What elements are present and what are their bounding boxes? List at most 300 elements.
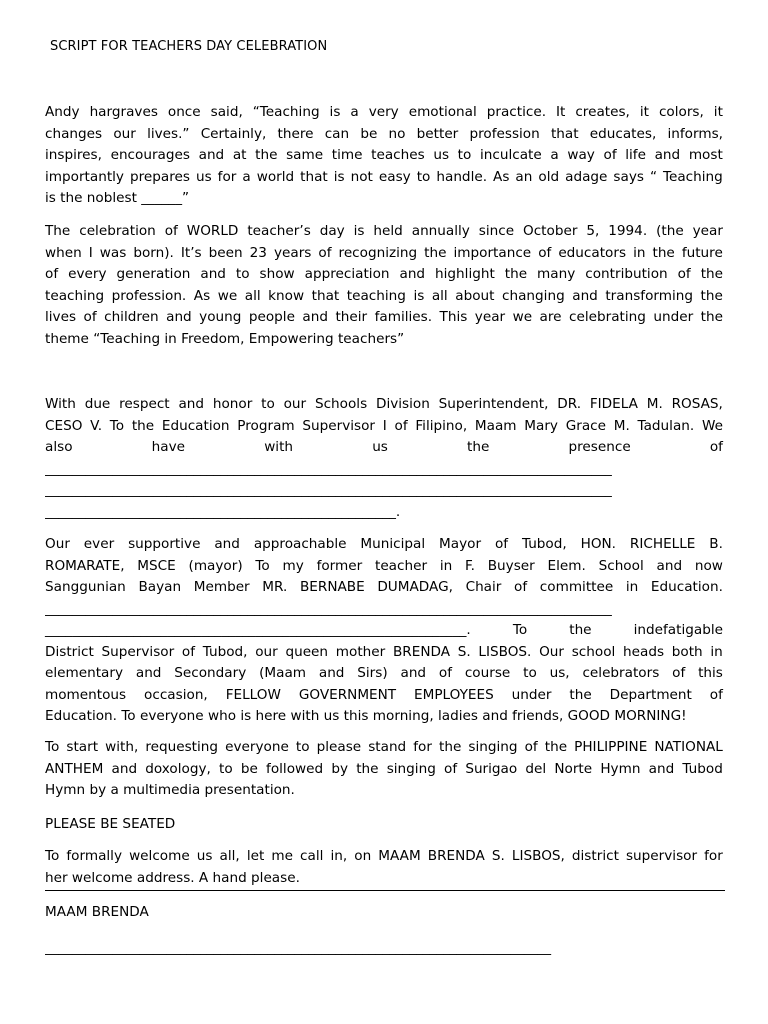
word: Tubod,	[521, 536, 567, 552]
word: Education	[161, 417, 230, 434]
word: for	[704, 848, 723, 864]
word: V.	[90, 417, 103, 434]
word: of	[514, 579, 528, 595]
word: Program	[237, 417, 295, 434]
word: the	[131, 417, 155, 434]
word: said,	[210, 104, 243, 120]
word: The	[45, 223, 71, 239]
word: and	[302, 309, 328, 325]
word: this	[698, 665, 723, 681]
word: on	[354, 848, 372, 864]
paragraph-officials	[45, 534, 723, 728]
word: in	[633, 244, 646, 261]
word: of	[524, 739, 538, 755]
word: with	[264, 439, 294, 455]
word: ROSAS,	[671, 396, 723, 412]
word: to	[219, 760, 233, 777]
word: people	[248, 309, 295, 325]
word: Tubod,	[202, 643, 248, 660]
word: young	[199, 309, 242, 325]
word: and	[318, 665, 345, 681]
word: colors,	[658, 104, 704, 120]
word: inculcate	[479, 147, 542, 163]
word: everyone	[225, 739, 289, 755]
word: please	[316, 739, 362, 755]
word: profession.	[111, 287, 187, 304]
word: better	[416, 125, 459, 142]
word: annually	[411, 223, 470, 239]
word: FIDELA	[589, 396, 638, 412]
word: under	[653, 309, 694, 325]
word: and	[654, 147, 681, 163]
word: easy	[378, 168, 411, 185]
word: the	[424, 244, 447, 261]
word: to	[261, 396, 275, 412]
word: born).	[133, 244, 174, 261]
word: Buyser	[487, 557, 535, 574]
word: of	[181, 643, 196, 660]
word: of	[494, 536, 509, 552]
word: of	[709, 439, 723, 455]
text-line	[45, 556, 723, 578]
word: is	[329, 104, 341, 120]
word: momentous	[45, 686, 127, 703]
blank-line: ____________________________________________________________________________________	[45, 600, 612, 617]
word: it	[639, 104, 649, 120]
text-line	[45, 221, 723, 243]
text-line	[45, 685, 723, 707]
word: approachable	[253, 536, 347, 552]
word: followed	[266, 760, 324, 777]
word: educates,	[589, 125, 657, 142]
word: be	[240, 760, 258, 777]
paragraph-blank	[45, 938, 723, 960]
word: we	[217, 287, 238, 304]
blank-line: ____________________________________________________________________________________	[45, 482, 612, 498]
word: Filipino,	[415, 417, 468, 434]
word: a	[550, 147, 559, 163]
word: CESO	[45, 417, 83, 434]
paragraph-seated	[45, 814, 723, 836]
word: generation	[116, 266, 191, 282]
word: M.	[613, 417, 630, 434]
word: Supervisor	[302, 417, 376, 434]
word: queen	[285, 643, 329, 660]
word: Education.	[650, 579, 723, 595]
word: profession	[469, 125, 540, 142]
word: As	[193, 287, 211, 304]
word: This	[439, 309, 468, 325]
word: PHILIPPINE	[574, 739, 648, 755]
word: school	[571, 643, 616, 660]
word: no	[388, 125, 406, 142]
word: welcome	[129, 848, 190, 864]
text-line	[45, 534, 723, 556]
word: LISBOS.	[478, 643, 532, 660]
word: day	[319, 223, 345, 239]
horizontal-divider	[45, 890, 725, 891]
word: heads	[623, 643, 665, 660]
word: of	[444, 760, 458, 777]
word: occasion,	[144, 686, 208, 703]
word: the	[569, 622, 592, 638]
word: us	[433, 147, 450, 163]
word: years	[273, 244, 312, 261]
word: F.	[465, 557, 475, 574]
word: S.	[491, 848, 505, 864]
word: district	[571, 848, 619, 864]
word: start	[66, 739, 99, 755]
word: respect	[119, 396, 170, 412]
word: of	[672, 665, 686, 681]
word: “	[649, 168, 657, 185]
word: that	[311, 287, 340, 304]
word: FELLOW	[225, 686, 281, 703]
word: and	[200, 266, 226, 282]
word: to	[295, 739, 310, 755]
word: Department	[609, 686, 692, 703]
word: us	[372, 439, 388, 455]
blank-line: ___________________________________________________________________________	[45, 940, 552, 956]
word: celebrators	[582, 665, 660, 681]
word: educators	[558, 244, 627, 261]
word: former	[316, 557, 363, 574]
text-line: PLEASE BE SEATED	[45, 816, 176, 832]
word: To	[255, 557, 270, 574]
word: handle.	[436, 168, 488, 185]
word: Andy	[45, 104, 80, 120]
word: was	[99, 244, 127, 261]
word: and	[656, 557, 683, 574]
paragraph-celebration	[45, 221, 723, 350]
word: and	[111, 760, 138, 777]
text-line	[45, 394, 723, 416]
word: not	[350, 168, 373, 185]
word: about	[455, 287, 495, 304]
word: year	[474, 309, 506, 325]
word: honor	[212, 396, 253, 412]
word: highlight	[435, 266, 495, 282]
word: the	[544, 739, 568, 755]
word: our	[283, 396, 307, 412]
word: Superintendent,	[438, 396, 549, 412]
word: with,	[105, 739, 139, 755]
word: To	[109, 417, 125, 434]
word: all	[431, 287, 448, 304]
word: emotional	[408, 104, 477, 120]
word: all	[244, 287, 261, 304]
blank-line: ____________________________________________________________________________________	[45, 460, 612, 477]
word: contribution	[585, 266, 668, 282]
word: our	[255, 643, 278, 660]
text-line	[45, 102, 723, 124]
word: M.	[646, 396, 663, 412]
word: teacher	[374, 557, 428, 574]
word: the	[356, 760, 379, 777]
word: and	[572, 287, 598, 304]
word: due	[84, 396, 111, 412]
text-line	[45, 145, 723, 167]
word: our	[113, 125, 136, 142]
word: of	[164, 223, 178, 239]
word: the	[700, 287, 723, 304]
word: To	[45, 848, 60, 864]
word: at	[232, 147, 247, 163]
word: Bayan	[138, 579, 182, 595]
word: LISBOS,	[511, 848, 565, 864]
word: teaching	[346, 287, 406, 304]
word: Member	[193, 579, 250, 595]
word: for	[217, 168, 237, 185]
text-line	[45, 642, 723, 664]
word: of	[83, 309, 97, 325]
word: District	[45, 643, 94, 660]
word: Sirs)	[357, 665, 388, 681]
word: It	[556, 104, 566, 120]
word: of	[438, 665, 452, 681]
word: been	[208, 244, 243, 261]
word: lives.”	[147, 125, 190, 142]
word: ever	[83, 536, 115, 552]
word: the	[255, 147, 278, 163]
text-line	[45, 663, 723, 685]
word: us	[196, 848, 213, 864]
paragraph-intro	[45, 102, 723, 210]
word: to	[235, 266, 250, 282]
text-line	[45, 846, 723, 868]
word: us	[195, 168, 212, 185]
paragraph-anthem	[45, 737, 723, 802]
word: in	[625, 579, 639, 595]
word: and	[198, 147, 225, 163]
word: Secondary	[174, 665, 247, 681]
word: in,	[330, 848, 348, 864]
word: that	[300, 168, 328, 185]
word: School	[598, 557, 644, 574]
word: changes	[45, 125, 103, 142]
word: of	[709, 686, 723, 703]
word: and	[399, 266, 426, 282]
word: To	[45, 739, 60, 755]
word: old	[538, 168, 560, 185]
word: to	[457, 147, 472, 163]
word: (mayor)	[188, 557, 243, 574]
word: in	[439, 557, 453, 574]
word: To	[512, 622, 528, 638]
word: ANTHEM	[45, 760, 104, 777]
word: Supervisor	[101, 643, 175, 660]
spread-line	[45, 620, 723, 642]
paragraph-acknowledgement	[45, 394, 723, 523]
word: singing	[386, 760, 436, 777]
word: singing	[468, 739, 518, 755]
word: requesting	[145, 739, 219, 755]
word: transforming	[605, 287, 694, 304]
text-line	[45, 167, 723, 189]
word: is	[413, 287, 425, 304]
word: HON.	[580, 536, 617, 552]
word: a	[242, 168, 251, 185]
document-title: SCRIPT FOR TEACHERS DAY CELEBRATION	[50, 39, 328, 54]
word: elementary	[45, 665, 124, 681]
word: the	[439, 739, 462, 755]
word: have	[151, 439, 186, 455]
word: to	[523, 665, 537, 681]
word: Division	[375, 396, 430, 412]
word: BRENDA	[392, 643, 451, 660]
word: Grace	[565, 417, 607, 434]
text-line	[45, 307, 723, 329]
word: celebration	[79, 223, 156, 239]
word: and	[178, 396, 205, 412]
word: by	[331, 760, 349, 777]
word: a	[350, 104, 359, 120]
word: future	[681, 244, 723, 261]
word: of	[318, 244, 332, 261]
word: importance	[453, 244, 532, 261]
word: Mary	[524, 417, 558, 434]
word: GOVERNMENT	[298, 686, 397, 703]
word: we	[512, 309, 533, 325]
word: me	[271, 848, 293, 864]
word: since	[478, 223, 515, 239]
word: EMPLOYEES	[414, 686, 494, 703]
text-line	[45, 286, 723, 308]
text-line	[45, 243, 723, 265]
word: teacher’s	[247, 223, 311, 239]
word: an	[515, 168, 533, 185]
word: I	[382, 417, 387, 434]
word: supportive	[128, 536, 201, 552]
word: 5,	[586, 223, 600, 239]
word: (the	[656, 223, 684, 239]
word: Teaching	[663, 168, 723, 185]
word: 1994.	[608, 223, 648, 239]
word: both	[671, 643, 703, 660]
word: 23	[249, 244, 267, 261]
word: S.	[457, 643, 471, 660]
word: hargraves	[89, 104, 158, 120]
word: DUMADAG,	[377, 579, 453, 595]
word: MAAM	[378, 848, 421, 864]
word: time	[331, 147, 363, 163]
word: stand	[368, 739, 407, 755]
word: and	[214, 536, 240, 552]
word: recognizing	[338, 244, 418, 261]
word: the	[700, 309, 723, 325]
word: changing	[502, 287, 565, 304]
word: appreciation	[304, 266, 390, 282]
word: once	[167, 104, 201, 120]
word: many	[537, 266, 576, 282]
text-line: theme “Teaching in Freedom, Empowering teachers”	[45, 330, 405, 347]
word: creates,	[575, 104, 630, 120]
word: to	[416, 168, 431, 185]
text-line: is the noblest ______”	[45, 190, 190, 206]
word: in	[710, 643, 723, 660]
word: and	[648, 760, 675, 777]
word: be	[360, 125, 378, 142]
word: all,	[219, 848, 240, 864]
word: the	[467, 439, 490, 455]
word: MSCE	[137, 557, 176, 574]
word: indefatigable	[633, 622, 723, 638]
word: every	[68, 266, 107, 282]
word: that	[550, 125, 579, 142]
word: for	[413, 739, 432, 755]
word: of	[45, 266, 59, 282]
word: informs,	[667, 125, 723, 142]
word: the	[652, 244, 675, 261]
word: same	[286, 147, 324, 163]
word: BRENDA	[427, 848, 485, 864]
word: year	[692, 223, 723, 239]
word: my	[282, 557, 304, 574]
word: the	[504, 266, 528, 282]
word: families.	[374, 309, 433, 325]
word: formally	[66, 848, 122, 864]
document-page	[45, 0, 723, 1024]
word: of	[677, 266, 691, 282]
word: ROMARATE,	[45, 557, 125, 574]
word: course	[464, 665, 511, 681]
word: inspires,	[45, 147, 102, 163]
word: Tadulan.	[637, 417, 695, 434]
word: As	[493, 168, 510, 185]
word: adage	[565, 168, 608, 185]
word: NATIONAL	[654, 739, 723, 755]
word: way	[567, 147, 595, 163]
word: MR.	[262, 579, 288, 595]
word: are	[539, 309, 562, 325]
text-line: Education. To everyone who is here with us this morning, ladies and friends, GOOD MORNING!	[45, 708, 687, 724]
word: there	[277, 125, 314, 142]
word: the	[569, 686, 592, 703]
word: and	[166, 309, 192, 325]
word: Our	[45, 536, 70, 552]
word: Sanggunian	[45, 579, 126, 595]
word: “Teaching	[252, 104, 320, 120]
word: it	[713, 104, 723, 120]
text-line: MAAM BRENDA	[45, 904, 149, 920]
word: Tubod	[682, 760, 723, 777]
word: held	[373, 223, 403, 239]
text-line	[45, 759, 723, 781]
word: Certainly,	[200, 125, 267, 142]
word: when	[45, 244, 82, 261]
word: under	[511, 686, 552, 703]
word: supervisor	[625, 848, 698, 864]
word: also	[45, 439, 73, 455]
spread-line	[45, 437, 723, 459]
word: (Maam	[259, 665, 307, 681]
word: now	[694, 557, 723, 574]
word: WORLD	[186, 223, 239, 239]
word: RICHELLE	[629, 536, 696, 552]
word: and	[135, 665, 162, 681]
blank-line: ____________________________________________________.	[45, 503, 401, 520]
word: Mayor	[439, 536, 482, 552]
word: Elem.	[547, 557, 586, 574]
word: says	[613, 168, 644, 185]
word: Schools	[314, 396, 368, 412]
word: presence	[568, 439, 631, 455]
word: October	[523, 223, 578, 239]
word: Municipal	[360, 536, 426, 552]
word: lives	[45, 309, 77, 325]
word: I	[88, 244, 93, 261]
word: Our	[539, 643, 564, 660]
